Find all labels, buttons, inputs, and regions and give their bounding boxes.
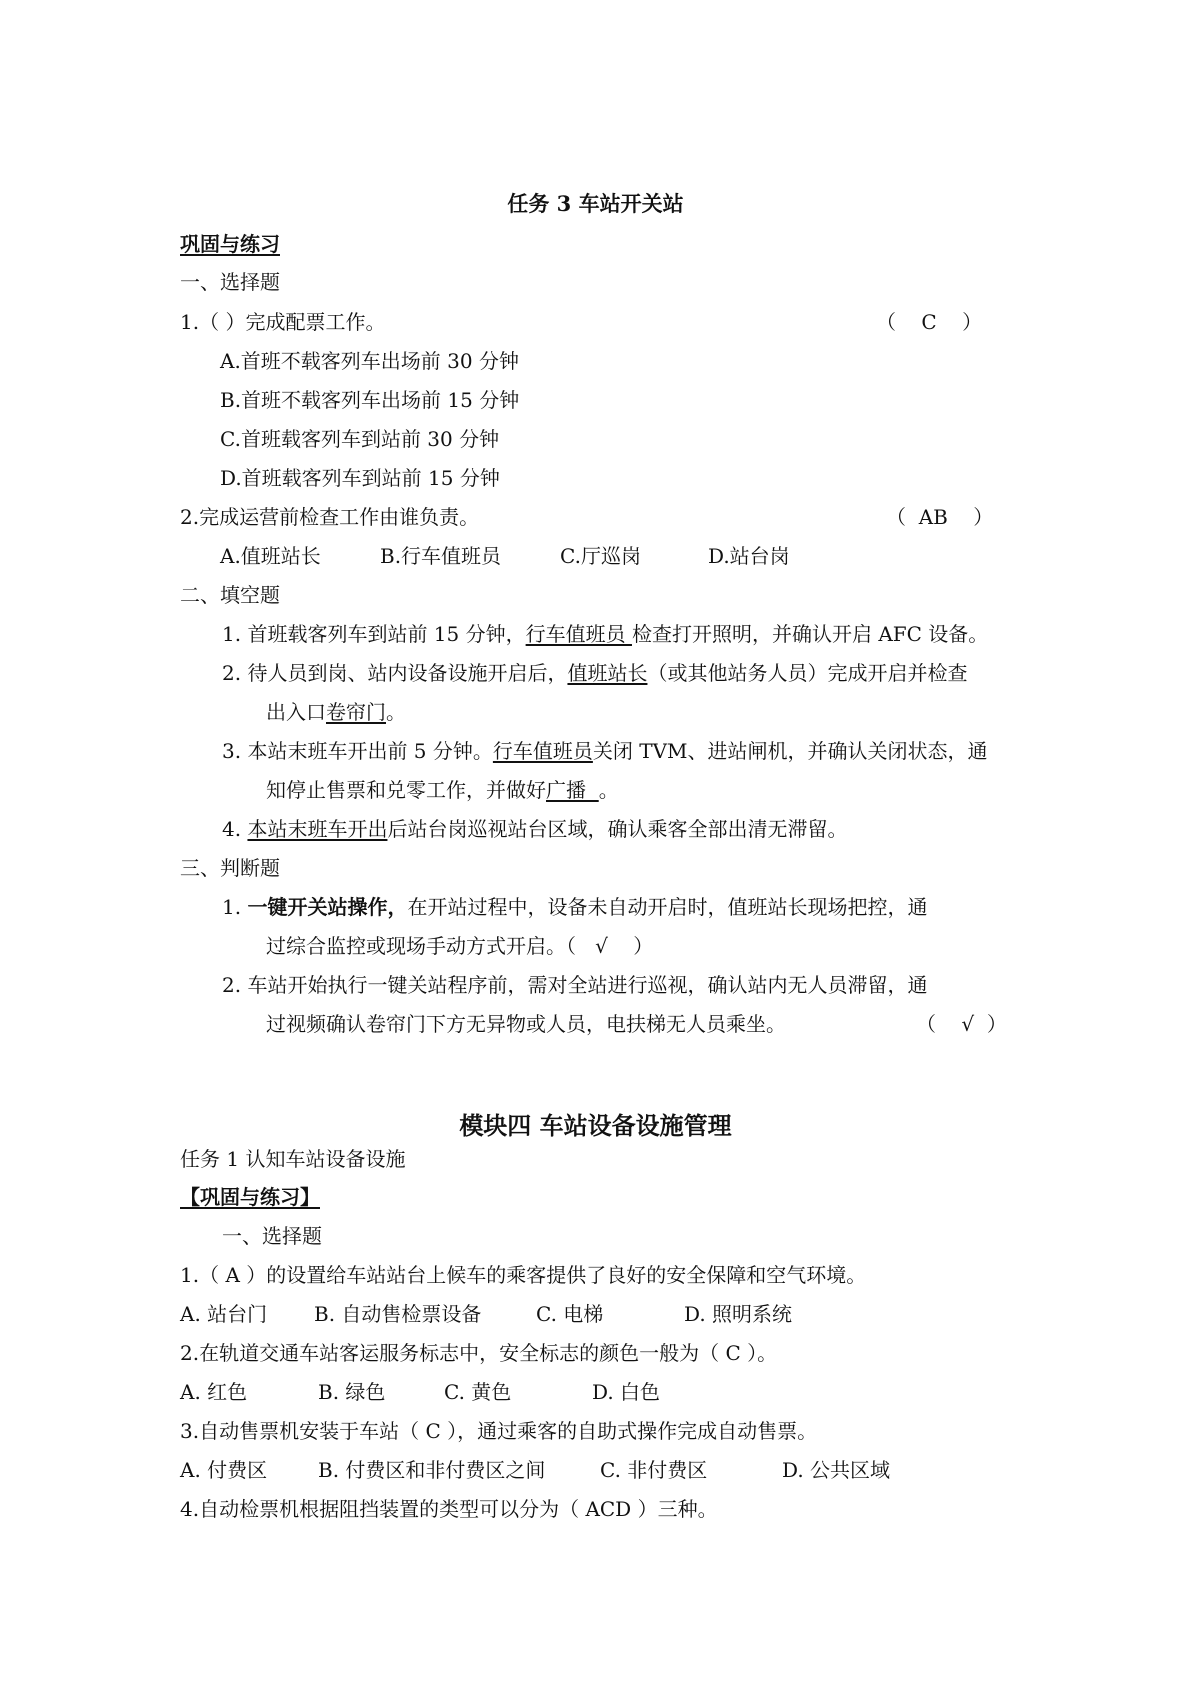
fill-item-2-cont: 出入口卷帘门。	[266, 700, 406, 724]
fill-item-3-cont: 知停止售票和兑零工作，并做好广播 。	[266, 778, 619, 802]
judge-item-2: 2. 车站开始执行一键关站程序前，需对全站进行巡视，确认站内无人员滞留，通	[222, 973, 928, 997]
module-question-3-options: A. 付费区 B. 付费区和非付费区之间 C. 非付费区 D. 公共区域	[180, 1458, 891, 1482]
judge-item-1-cont: 过综合监控或现场手动方式开启。（ √ ）	[266, 934, 654, 958]
section-title: 任务 3 车站开关站	[507, 191, 684, 216]
option-a: A.值班站长	[220, 544, 321, 568]
fill-blank: 行车值班员	[525, 622, 632, 646]
question-2: 2.完成运营前检查工作由谁负责。	[180, 505, 480, 529]
module-question-3: 3.自动售票机安装于车站（ C ），通过乘客的自助式操作完成自动售票。	[180, 1419, 818, 1443]
practice-heading-2: 【巩固与练习】	[180, 1185, 320, 1209]
module-question-2: 2.在轨道交通车站客运服务标志中，安全标志的颜色一般为（ C ）。	[180, 1341, 778, 1365]
question-1-option-b: B.首班不载客列车出场前 15 分钟	[220, 388, 520, 412]
module-question-2-options: A. 红色 B. 绿色 C. 黄色 D. 白色	[180, 1380, 661, 1404]
question-1-option-d: D.首班载客列车到站前 15 分钟	[220, 466, 500, 490]
fill-header: 二、填空题	[180, 583, 280, 607]
fill-blank: 卷帘门	[326, 700, 386, 724]
option-b: B.行车值班员	[380, 544, 502, 568]
question-2-options	[220, 542, 790, 570]
fill-item-3: 3. 本站末班车开出前 5 分钟。行车值班员关闭 TVM、进站闸机，并确认关闭状态，通	[222, 739, 988, 763]
module-question-1: 1.（ A ）的设置给车站站台上候车的乘客提供了良好的安全保障和空气环境。	[180, 1263, 867, 1287]
module-title: 模块四 车站设备设施管理	[459, 1111, 732, 1140]
question-1: 1.（ ）完成配票工作。	[180, 310, 386, 334]
module-question-4: 4.自动检票机根据阻挡装置的类型可以分为（ ACD ）三种。	[180, 1497, 718, 1521]
choice-header-2: 一、选择题	[222, 1224, 322, 1248]
fill-blank: 本站末班车开出	[247, 817, 388, 841]
judge-item-2-answer: （ √ ）	[916, 1012, 1007, 1036]
option-d: D.站台岗	[708, 544, 790, 568]
fill-blank: 广播	[546, 778, 599, 802]
practice-heading: 巩固与练习	[180, 232, 280, 256]
question-2-answer: （ AB ）	[886, 505, 994, 529]
judge-item-1: 1. 一键开关站操作，在开站过程中，设备未自动开启时，值班站长现场把控，通	[222, 895, 928, 919]
module-question-1-options: A. 站台门 B. 自动售检票设备 C. 电梯 D. 照明系统	[180, 1302, 793, 1326]
fill-item-4: 4. 本站末班车开出后站台岗巡视站台区域，确认乘客全部出清无滞留。	[222, 817, 848, 841]
question-1-option-c: C.首班载客列车到站前 30 分钟	[220, 427, 500, 451]
question-1-option-a: A.首班不载客列车出场前 30 分钟	[220, 349, 519, 373]
choice-header: 一、选择题	[180, 270, 280, 294]
fill-item-2: 2. 待人员到岗、站内设备设施开启后，值班站长（或其他站务人员）完成开启并检查	[222, 661, 968, 685]
option-c: C.厅巡岗	[560, 544, 641, 568]
fill-item-1: 1. 首班载客列车到站前 15 分钟，行车值班员 检查打开照明，并确认开启 AFC 设备。	[222, 622, 989, 646]
fill-blank: 值班站长	[567, 661, 648, 685]
judge-item-2-cont: 过视频确认卷帘门下方无异物或人员，电扶梯无人员乘坐。	[266, 1012, 786, 1036]
fill-blank: 行车值班员	[492, 739, 593, 763]
judge-bold-term: 一键开关站操作，	[247, 895, 408, 919]
judge-header: 三、判断题	[180, 856, 280, 880]
question-1-answer: （ C ）	[876, 310, 983, 334]
task-title: 任务 1 认知车站设备设施	[180, 1147, 406, 1171]
